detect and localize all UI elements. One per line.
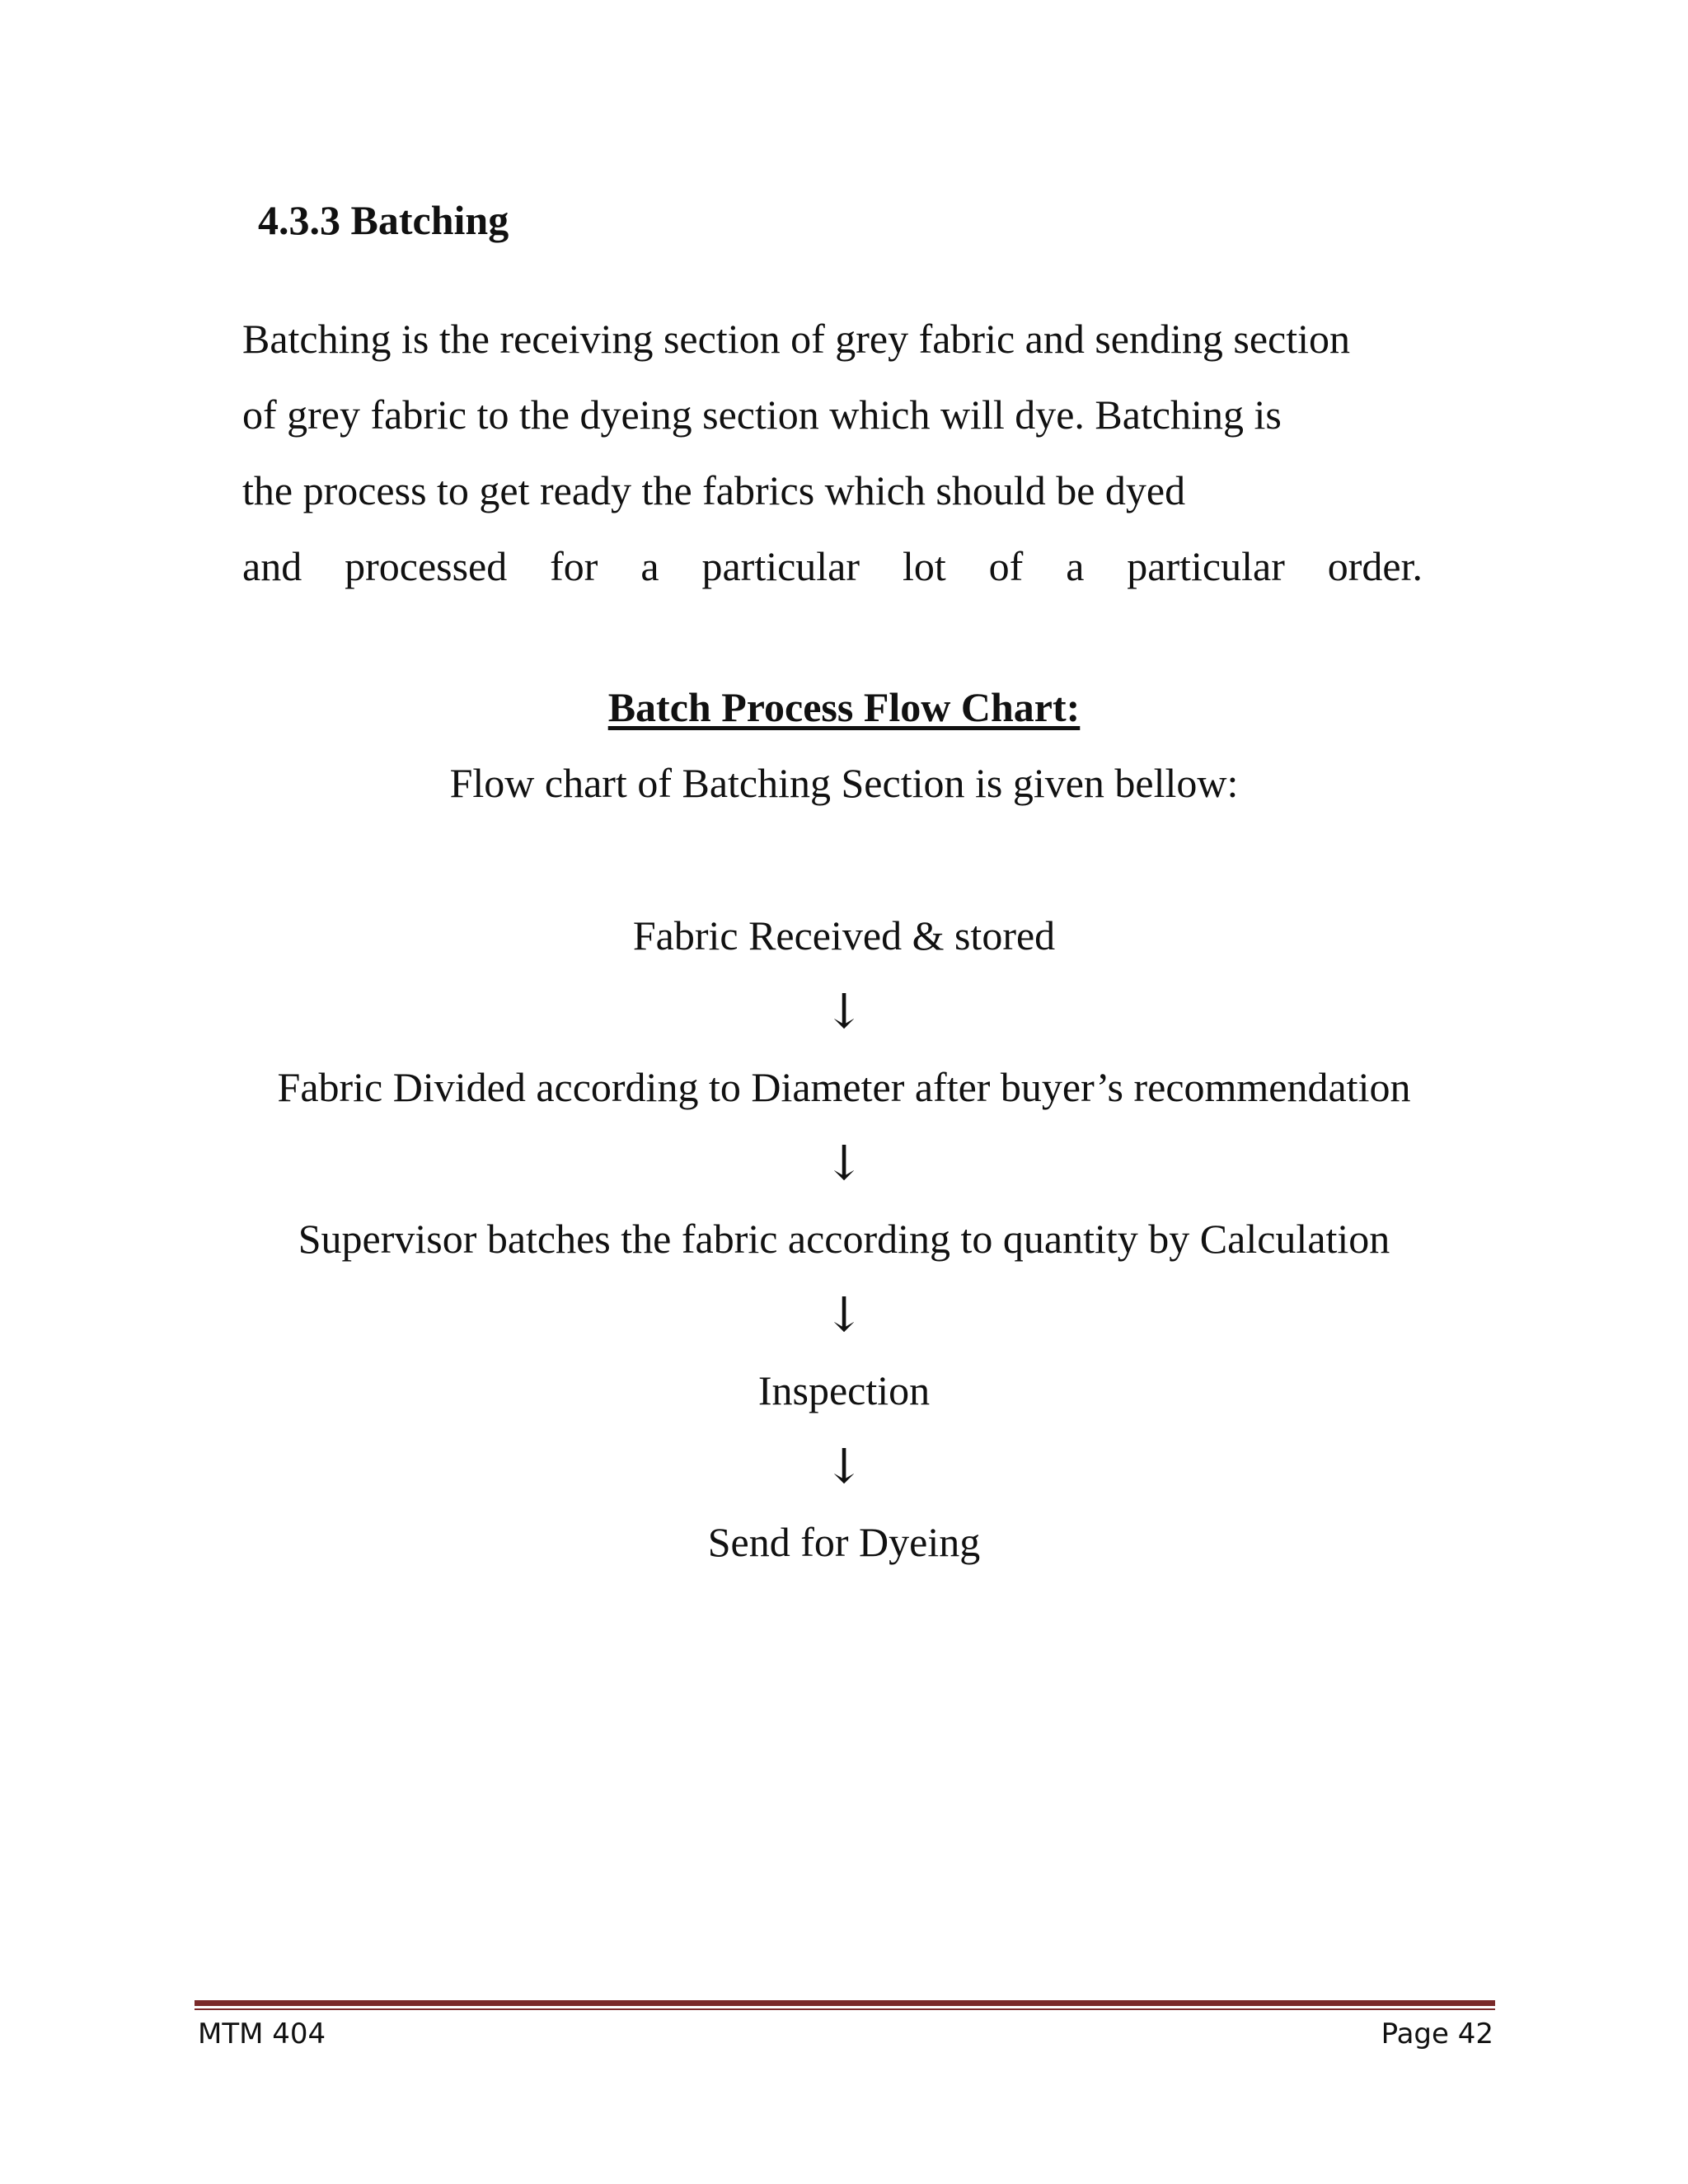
section-paragraph — [242, 301, 1423, 604]
flow-step: Send for Dyeing — [707, 1519, 981, 1565]
footer-course-code: MTM 404 — [198, 2018, 326, 2050]
flow-step: Fabric Received & stored — [632, 912, 1056, 958]
section-heading: 4.3.3 Batching — [258, 197, 509, 243]
down-arrow-icon: ↓ — [823, 1135, 865, 1191]
flow-step: Inspection — [757, 1367, 931, 1413]
paragraph-line: the process to get ready the fabrics which should be dyed — [242, 467, 1186, 513]
flow-chart-intro: Flow chart of Batching Section is given bellow: — [449, 760, 1239, 806]
flow-chart-title: Batch Process Flow Chart: — [607, 684, 1081, 730]
footer-page-number: Page 42 — [1381, 2018, 1493, 2050]
flow-chart — [0, 910, 1688, 1592]
paragraph-line: Batching is the receiving section of grey fabric and sending section — [242, 316, 1351, 362]
flow-step: Supervisor batches the fabric according to quantity by Calculation — [298, 1216, 1390, 1262]
down-arrow-icon: ↓ — [823, 1438, 865, 1494]
footer-rule — [195, 2000, 1495, 2012]
paragraph-line: and processed for a particular lot of a particular order. — [242, 543, 1423, 589]
flow-step: Fabric Divided according to Diameter after buyer’s recommendation — [277, 1064, 1411, 1110]
down-arrow-icon: ↓ — [823, 1286, 865, 1343]
footer-rule-thin — [195, 2008, 1495, 2010]
paragraph-line: of grey fabric to the dyeing section which will dye. Batching is — [242, 391, 1282, 438]
footer-rule-thick — [195, 2000, 1495, 2006]
down-arrow-icon: ↓ — [823, 983, 865, 1039]
